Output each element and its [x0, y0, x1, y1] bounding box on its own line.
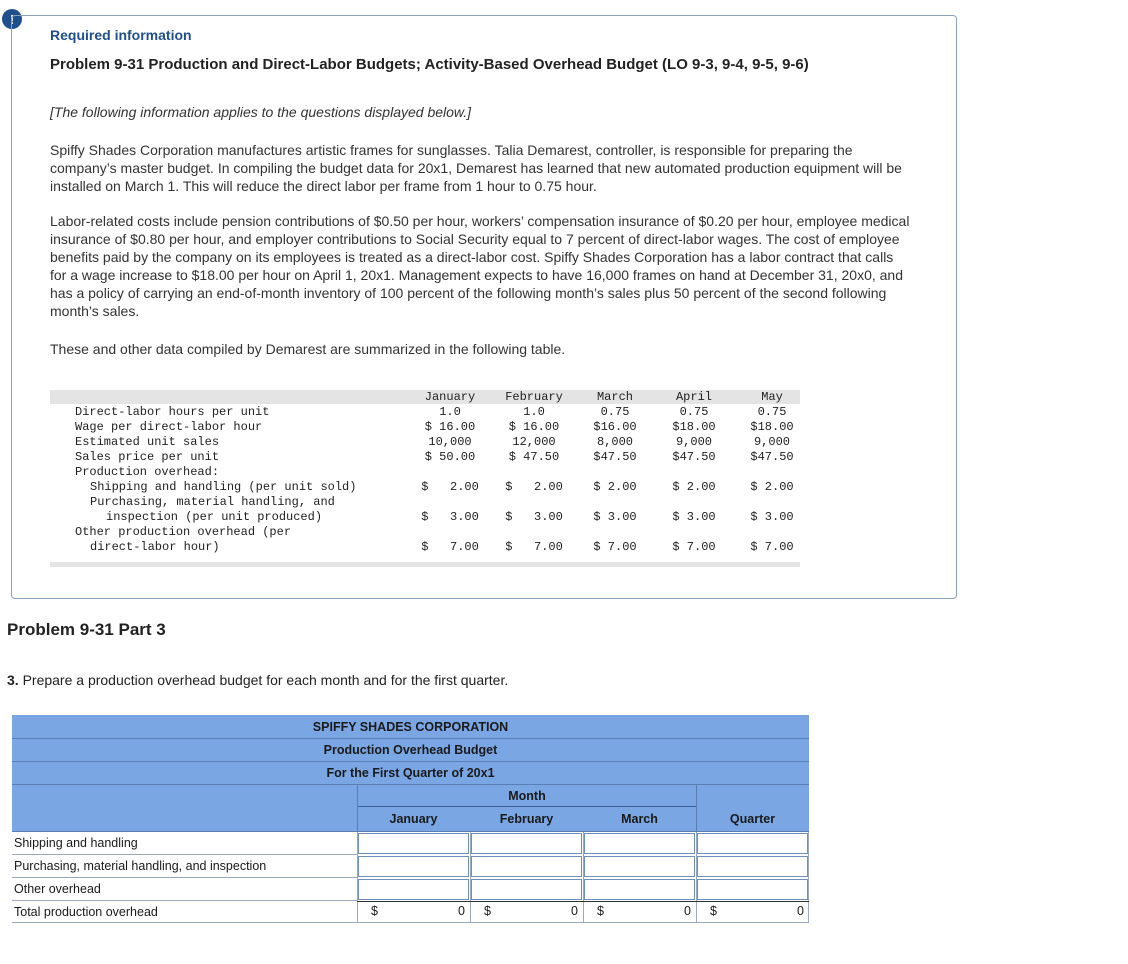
data-cell: $ 2.00: [593, 480, 637, 494]
data-row-label: Estimated unit sales: [75, 435, 220, 449]
column-february: February: [499, 812, 554, 826]
data-row-label: Direct-labor hours per unit: [75, 405, 270, 419]
data-cell: $ 16.00: [508, 420, 560, 434]
data-cell: $ 2.00: [672, 480, 716, 494]
data-cell: $ 2.00: [750, 480, 794, 494]
data-cell: $ 47.50: [508, 450, 560, 464]
budget-input-february[interactable]: [471, 879, 582, 900]
data-cell: 10,000: [428, 435, 472, 449]
paragraph-company: Spiffy Shades Corporation manufactures artistic frames for sunglasses. Talia Demarest, controller, is responsible for preparing the company’s master budget. In compiling the budget data for 20x1, Demarest has learned that new automated production equipment will be installed on March 1. This will reduce the direct labor per frame from 1 hour to 0.75 hour.: [50, 142, 902, 194]
data-cell: $18.00: [750, 420, 794, 434]
month-heading: May: [761, 390, 783, 404]
budget-row-label: Other overhead: [12, 878, 357, 901]
month-heading: April: [675, 390, 712, 404]
budget-input-march[interactable]: [584, 879, 695, 900]
data-cell: $ 7.00: [593, 540, 637, 554]
data-row-label: Shipping and handling (per unit sold): [90, 480, 357, 494]
budget-input-january[interactable]: [358, 856, 469, 877]
data-cell: $ 3.00: [750, 510, 794, 524]
data-cell: $ 7.00: [672, 540, 716, 554]
month-heading: March: [596, 390, 633, 404]
data-cell: 8,000: [596, 435, 633, 449]
budget-input-february[interactable]: [471, 856, 582, 877]
instruction-number: 3.: [7, 672, 19, 688]
total-value-february: 0: [571, 904, 578, 918]
problem-title: Problem 9-31 Production and Direct-Labor Budgets; Activity-Based Overhead Budget (LO 9-3, 9-4, 9-5, 9-6): [50, 56, 809, 73]
total-dollar-sign: $: [710, 904, 717, 918]
data-cell: $18.00: [672, 420, 716, 434]
applies-note: [The following information applies to the questions displayed below.]: [50, 104, 472, 120]
part-title: Problem 9-31 Part 3: [7, 620, 166, 639]
paragraph-summary: These and other data compiled by Demarest are summarized in the following table.: [50, 341, 566, 357]
total-value-january: 0: [458, 904, 465, 918]
month-header: Month: [508, 789, 546, 803]
month-heading: January: [424, 390, 476, 404]
budget-input-quarter[interactable]: [697, 856, 808, 877]
budget-input-march[interactable]: [584, 856, 695, 877]
data-cell: $ 7.00: [750, 540, 794, 554]
production-overhead-budget: [12, 715, 809, 923]
budget-input-march[interactable]: [584, 833, 695, 854]
month-heading: February: [505, 390, 563, 404]
data-cell: $47.50: [750, 450, 794, 464]
alert-icon: !: [2, 9, 22, 29]
data-cell: 9,000: [675, 435, 712, 449]
budget-input-quarter[interactable]: [697, 833, 808, 854]
total-value-quarter: 0: [797, 904, 804, 918]
required-information-heading: Required information: [50, 27, 192, 43]
budget-input-january[interactable]: [358, 879, 469, 900]
budget-row-label: Shipping and handling: [12, 832, 357, 855]
data-cell: $ 2.00: [505, 480, 563, 494]
data-cell: 1.0: [439, 405, 461, 419]
data-cell: 9,000: [753, 435, 790, 449]
data-cell: $ 50.00: [424, 450, 476, 464]
company-name: SPIFFY SHADES CORPORATION: [312, 720, 509, 734]
data-cell: $ 3.00: [672, 510, 716, 524]
column-quarter: Quarter: [729, 812, 776, 826]
instruction: [7, 672, 508, 688]
data-row-label: Production overhead:: [75, 465, 220, 479]
data-cell: $ 2.00: [421, 480, 479, 494]
data-cell: $ 3.00: [505, 510, 563, 524]
budget-input-january[interactable]: [358, 833, 469, 854]
paragraph-labor: Labor-related costs include pension contributions of $0.50 per hour, workers’ compensation insurance of $0.20 per hour, employee medical insurance of $0.80 per hour, and employer contributions to Social Security equal to 7 percent of direct-labor wages. The cost of employee benefits paid by the company on its employees is treated as a direct-labor cost. Spiffy Shades Corporation has a labor contract that calls for a wage increase to $18.00 per hour on April 1, 20x1. Management expects to have 16,000 frames on hand at December 31, 20x0, and has a policy of carrying an end-of-month inventory of 100 percent of the following month’s sales plus 50 percent of the second following month’s sales.: [50, 213, 910, 319]
data-cell: $ 7.00: [505, 540, 563, 554]
data-row-label: direct-labor hour): [90, 540, 220, 554]
total-value-march: 0: [684, 904, 691, 918]
data-cell: $47.50: [672, 450, 716, 464]
budget-name: Production Overhead Budget: [323, 743, 498, 757]
column-march: March: [621, 812, 658, 826]
budget-input-february[interactable]: [471, 833, 582, 854]
data-cell: 1.0: [523, 405, 545, 419]
total-production-overhead-label: Total production overhead: [14, 905, 158, 919]
data-row-label: Wage per direct-labor hour: [75, 420, 263, 434]
data-cell: 0.75: [600, 405, 630, 419]
data-row-label: inspection (per unit produced): [106, 510, 323, 524]
data-cell: $ 3.00: [593, 510, 637, 524]
data-cell: 0.75: [679, 405, 709, 419]
total-dollar-sign: $: [484, 904, 491, 918]
data-row-label: Purchasing, material handling, and: [90, 495, 335, 509]
instruction-text: Prepare a production overhead budget for each month and for the first quarter.: [22, 672, 509, 688]
data-cell: $ 3.00: [421, 510, 479, 524]
budget-row-label: Purchasing, material handling, and inspection: [12, 855, 357, 878]
data-row-label: Other production overhead (per: [75, 525, 292, 539]
budget-period: For the First Quarter of 20x1: [326, 766, 495, 780]
data-cell: 0.75: [757, 405, 787, 419]
data-cell: 12,000: [512, 435, 556, 449]
data-cell: $ 7.00: [421, 540, 479, 554]
budget-input-quarter[interactable]: [697, 879, 808, 900]
data-cell: $47.50: [593, 450, 637, 464]
data-row-label: Sales price per unit: [75, 450, 220, 464]
total-dollar-sign: $: [597, 904, 604, 918]
column-january: January: [389, 812, 438, 826]
total-dollar-sign: $: [371, 904, 378, 918]
data-cell: $16.00: [593, 420, 637, 434]
data-cell: $ 16.00: [424, 420, 476, 434]
